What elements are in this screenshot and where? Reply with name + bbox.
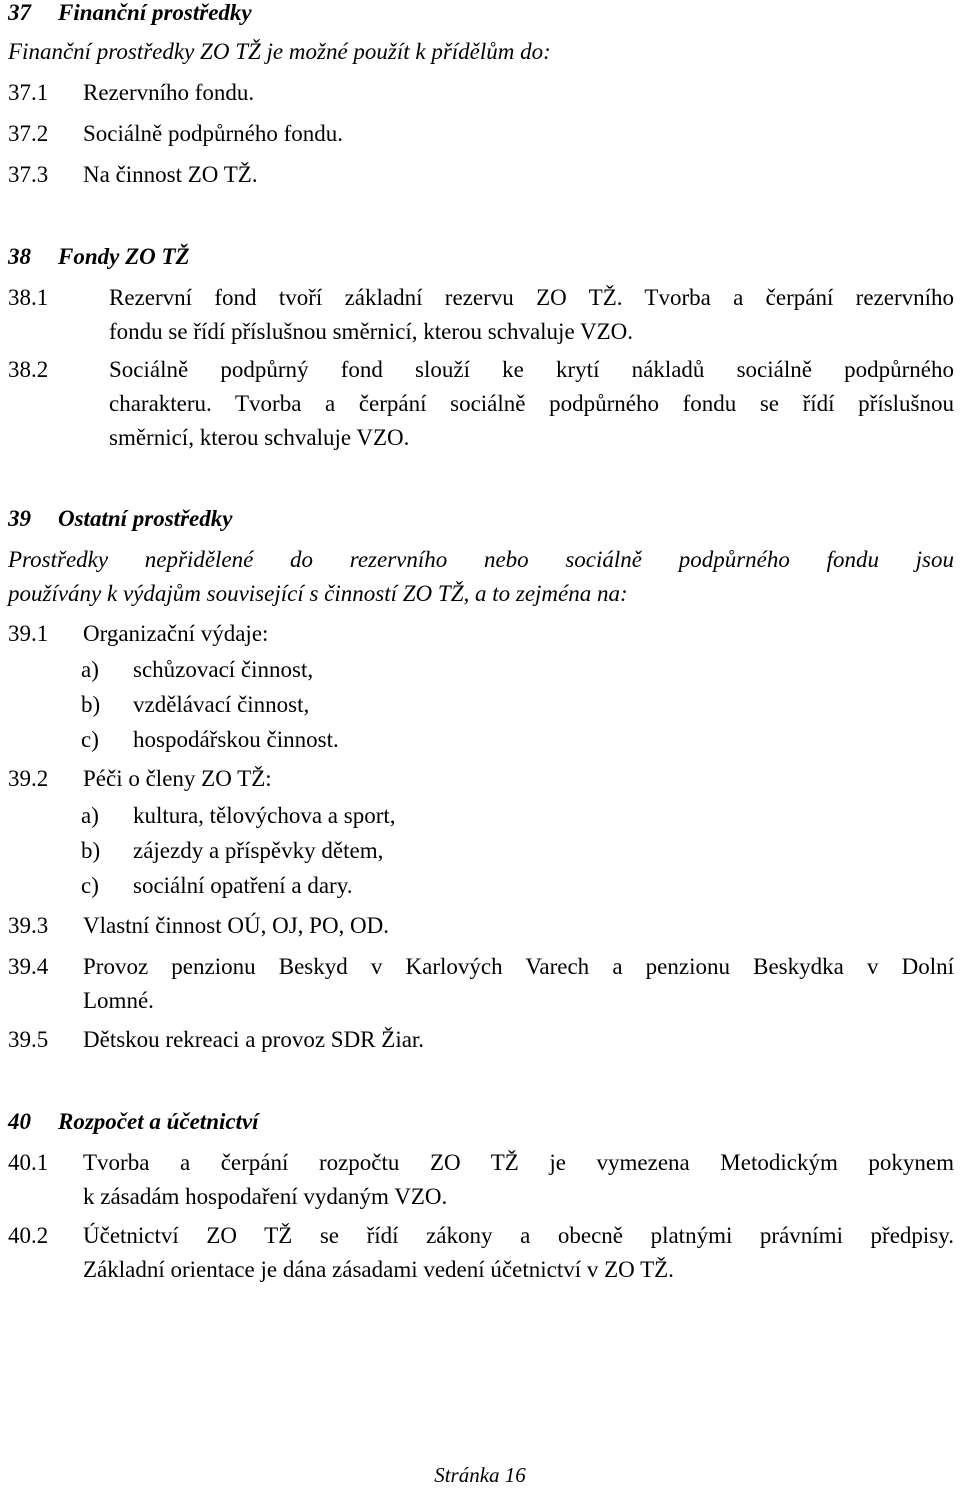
list-item [8,950,954,1018]
sub-text: hospodářskou činnost. [133,727,339,752]
sub-item [81,653,313,687]
sub-letter: c) [81,873,99,898]
list-item [8,353,954,387]
sub-text: zájezdy a příspěvky dětem, [133,838,384,863]
section-number: 38 [8,244,31,269]
item-text-line: k zásadám hospodaření vydaným VZO. [83,1184,448,1209]
section-heading-39 [8,502,232,536]
section-number: 39 [8,506,31,531]
sub-item [81,799,396,833]
section-number: 40 [8,1109,31,1134]
section-intro: Finanční prostředky ZO TŽ je možné použít k přídělům do: [8,39,551,64]
list-item [8,1023,954,1057]
section-title: Ostatní prostředky [58,506,233,531]
list-item [8,117,954,151]
item-number: 38.1 [8,285,49,310]
list-item-continuation [109,387,954,455]
section-title: Fondy ZO TŽ [58,244,190,269]
item-number: 37.1 [8,80,49,105]
sub-text: kultura, tělovýchova a sport, [133,803,396,828]
sub-letter: a) [81,803,99,828]
list-item [8,1146,954,1214]
item-text-line: Základní orientace je dána zásadami vedení účetnictví v ZO TŽ. [83,1257,674,1282]
sub-letter: c) [81,727,99,752]
item-text: Vlastní činnost OÚ, OJ, PO, OD. [83,913,390,938]
item-number: 39.4 [8,954,49,979]
sub-letter: b) [81,838,101,863]
sub-item [81,834,383,868]
sub-text: schůzovací činnost, [133,657,314,682]
item-text-line: Účetnictví ZO TŽ se řídí zákony a obecně platnými právními předpisy. [83,1223,954,1248]
item-text: Rezervního fondu. [83,80,255,105]
item-number: 39.2 [8,766,49,791]
section-title: Finanční prostředky [58,0,252,25]
list-item [8,158,954,192]
item-text-line: fondu se řídí příslušnou směrnicí, kterou schvaluje VZO. [109,319,634,344]
list-item [8,76,954,110]
item-number: 38.2 [8,357,49,382]
sub-letter: b) [81,692,101,717]
section-intro [8,543,954,611]
item-text-line: charakteru. Tvorba a čerpání sociálně podpůrného fondu se řídí příslušnou [109,391,954,416]
item-text-line: Sociálně podpůrný fond slouží ke krytí nákladů sociálně podpůrného [109,357,954,382]
sub-text: vzdělávací činnost, [133,692,310,717]
item-text: Organizační výdaje: [83,621,269,646]
item-text: Dětskou rekreaci a provoz SDR Žiar. [83,1027,425,1052]
item-text-line: směrnicí, kterou schvaluje VZO. [109,425,410,450]
item-number: 40.1 [8,1150,49,1175]
sub-item [81,688,309,722]
item-number: 37.3 [8,162,49,187]
item-text: Na činnost ZO TŽ. [83,162,258,187]
list-item [8,617,954,651]
item-text-line: Rezervní fond tvoří základní rezervu ZO TŽ. Tvorba a čerpání rezervního [109,285,954,310]
item-text: Sociálně podpůrného fondu. [83,121,343,146]
item-text-line: Lomné. [83,988,154,1013]
section-heading-38 [8,240,190,274]
item-number: 40.2 [8,1223,49,1248]
section-heading-40 [8,1105,259,1139]
item-number: 37.2 [8,121,49,146]
list-item [8,1219,954,1287]
sub-item [81,869,352,903]
intro-line: používány k výdajům související s činností ZO TŽ, a to zejména na: [8,581,628,606]
item-number: 39.5 [8,1027,49,1052]
list-item [8,281,954,349]
item-number: 39.3 [8,913,49,938]
intro-line: Prostředky nepřidělené do rezervního nebo sociálně podpůrného fondu jsou [8,547,954,572]
item-text-line: Provoz penzionu Beskyd v Karlových Varech a penzionu Beskydka v Dolní [83,954,954,979]
page-number: Stránka 16 [434,1463,526,1487]
list-item [8,909,954,943]
section-title: Rozpočet a účetnictví [58,1109,259,1134]
section-heading-37 [8,0,252,30]
item-text-line: Tvorba a čerpání rozpočtu ZO TŽ je vymezena Metodickým pokynem [83,1150,954,1175]
item-text: Péči o členy ZO TŽ: [83,766,272,791]
sub-text: sociální opatření a dary. [133,873,353,898]
section-number: 37 [8,0,31,25]
item-number: 39.1 [8,621,49,646]
sub-letter: a) [81,657,99,682]
list-item [8,762,954,796]
sub-item [81,723,339,757]
